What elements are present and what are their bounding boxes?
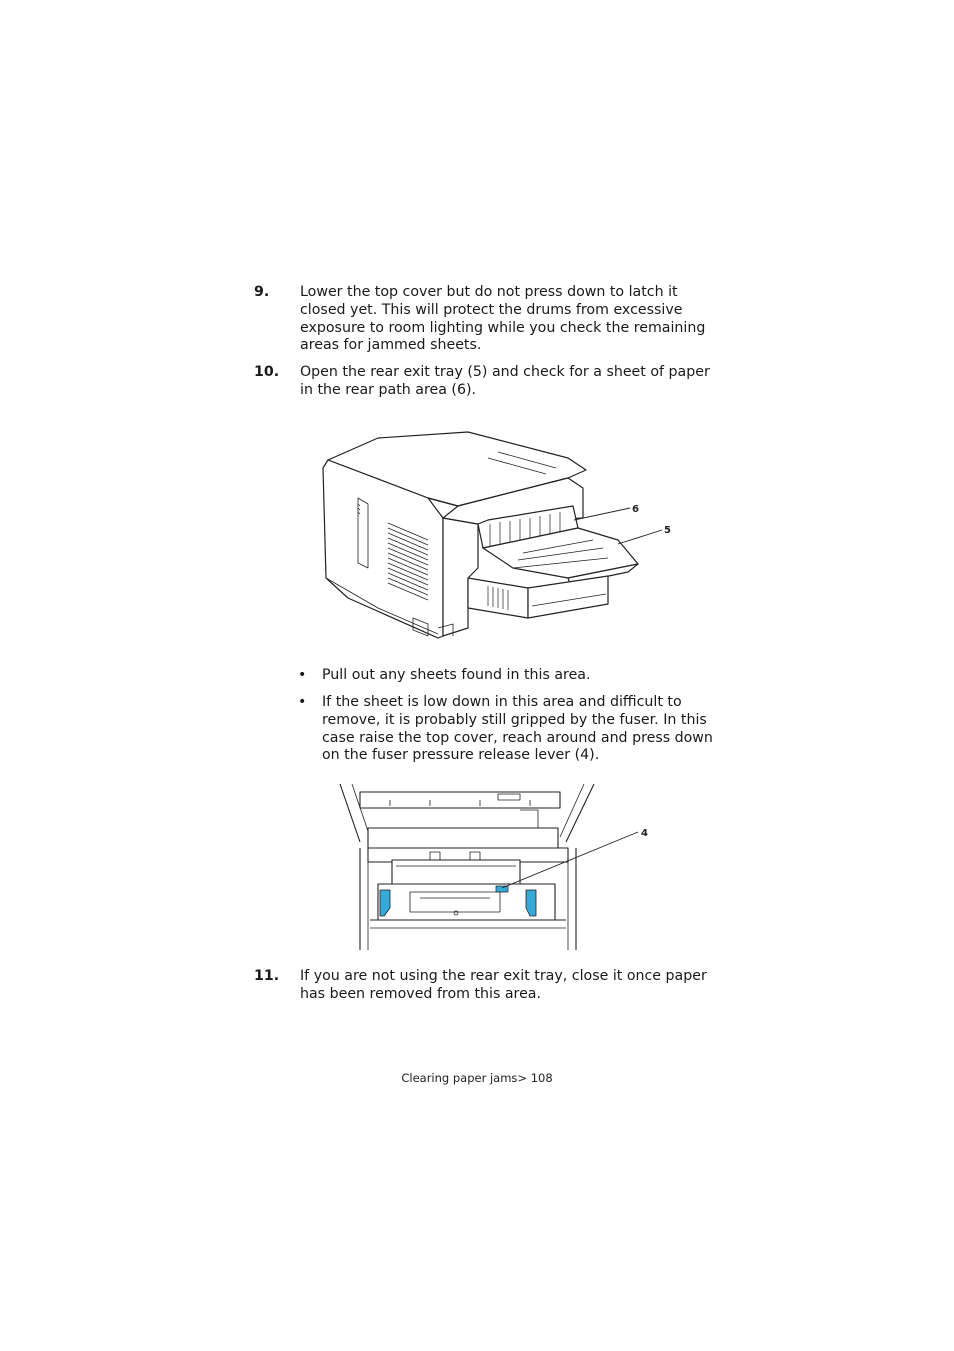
callout-4: 4: [641, 828, 648, 839]
step-number: 9.: [254, 284, 270, 300]
page-footer: Clearing paper jams> 108: [401, 1071, 553, 1085]
printer-rear-exit-illustration: [318, 428, 678, 660]
step-text: Lower the top cover but do not press down to latch it closed yet. This will protect the drums from excessive exposure to room lighting while you check the remaining areas for jammed sheets.: [300, 284, 706, 354]
step-text: If you are not using the rear exit tray, close it once paper has been removed from this area.: [300, 968, 707, 1002]
bullet-symbol: •: [298, 667, 307, 683]
bullet-text: Pull out any sheets found in this area.: [322, 667, 591, 683]
fuser-lever-illustration: [330, 782, 660, 952]
bullet-text: If the sheet is low down in this area and difficult to remove, it is probably still gripped by the fuser. In this case raise the top cover, reach around and press down on the fuser pressure release lever (4).: [322, 694, 713, 764]
bullet-symbol: •: [298, 694, 307, 710]
step-number: 11.: [254, 968, 280, 984]
step-text: Open the rear exit tray (5) and check for a sheet of paper in the rear path area (6).: [300, 364, 710, 398]
step-number: 10.: [254, 364, 280, 380]
callout-5: 5: [664, 525, 671, 536]
callout-6: 6: [632, 504, 639, 515]
